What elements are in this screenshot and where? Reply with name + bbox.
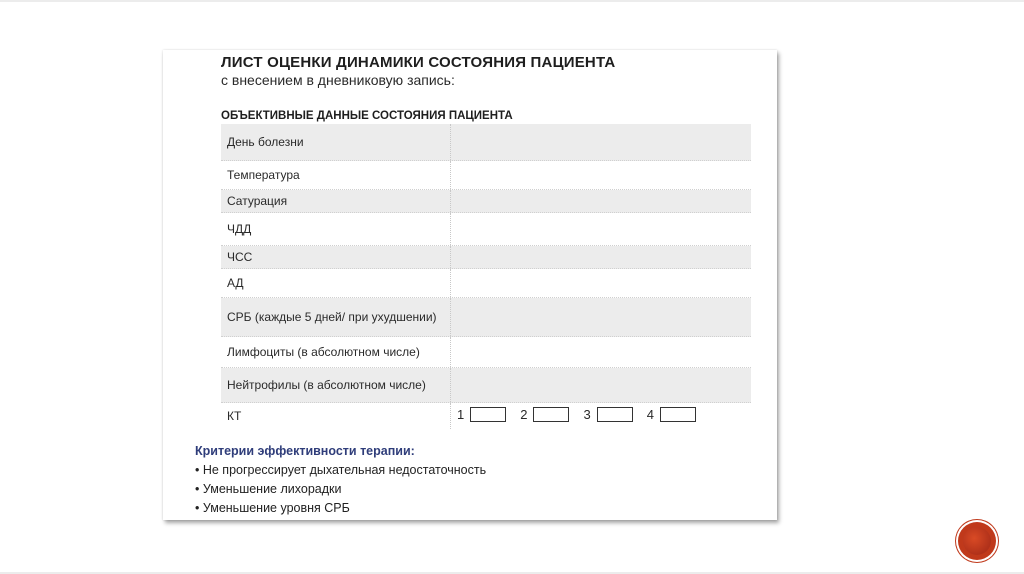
badge-inner-circle — [963, 527, 991, 555]
criteria-item: • Не прогрессирует дыхательная недостаточность — [195, 463, 487, 477]
value-cell — [451, 337, 751, 367]
ct-option-number: 1 — [457, 407, 465, 422]
slide-top-edge — [0, 0, 1024, 2]
table-row-rr — [221, 213, 751, 246]
ct-option-box[interactable] — [597, 407, 633, 422]
value-cell — [451, 298, 751, 336]
row-label: КТ — [221, 403, 451, 429]
value-cell — [451, 124, 751, 160]
table-row-hr — [221, 246, 751, 269]
assessment-sheet — [163, 50, 777, 520]
criteria-item: • Уменьшение уровня СРБ — [195, 501, 350, 515]
ct-option-number: 4 — [646, 407, 654, 422]
section-title: ОБЪЕКТИВНЫЕ ДАННЫЕ СОСТОЯНИЯ ПАЦИЕНТА — [221, 110, 513, 122]
table-row-neutrophils — [221, 368, 751, 403]
criteria-item: • Уменьшение лихорадки — [195, 482, 342, 496]
row-label: Нейтрофилы (в абсолютном числе) — [221, 368, 451, 402]
slide-corner-badge — [958, 522, 996, 560]
patient-data-table — [221, 124, 751, 429]
row-label: Лимфоциты (в абсолютном числе) — [221, 337, 451, 367]
row-label: АД — [221, 269, 451, 297]
value-cell — [451, 403, 751, 429]
ct-options — [457, 407, 710, 422]
criteria-heading: Критерии эффективности терапии: — [195, 444, 415, 458]
table-row-temperature — [221, 161, 751, 190]
value-cell — [451, 246, 751, 268]
row-label: Сатурация — [221, 190, 451, 212]
table-row-bp — [221, 269, 751, 298]
document-subtitle: с внесением в дневниковую запись: — [221, 72, 455, 88]
table-row-day — [221, 124, 751, 161]
row-label: ЧСС — [221, 246, 451, 268]
row-label: ЧДД — [221, 213, 451, 245]
ct-option-number: 2 — [520, 407, 528, 422]
table-row-lymphocytes — [221, 337, 751, 368]
value-cell — [451, 368, 751, 402]
value-cell — [451, 269, 751, 297]
therapy-criteria — [195, 444, 486, 520]
value-cell — [451, 213, 751, 245]
row-label: День болезни — [221, 124, 451, 160]
table-row-ct — [221, 403, 751, 429]
table-row-saturation — [221, 190, 751, 213]
ct-option-box[interactable] — [660, 407, 696, 422]
document-title: ЛИСТ ОЦЕНКИ ДИНАМИКИ СОСТОЯНИЯ ПАЦИЕНТА — [221, 54, 616, 71]
value-cell — [451, 190, 751, 212]
ct-option-number: 3 — [583, 407, 591, 422]
ct-option-box[interactable] — [470, 407, 506, 422]
table-row-crp — [221, 298, 751, 337]
row-label: СРБ (каждые 5 дней/ при ухудшении) — [221, 298, 451, 336]
value-cell — [451, 161, 751, 189]
ct-option-box[interactable] — [533, 407, 569, 422]
row-label: Температура — [221, 161, 451, 189]
